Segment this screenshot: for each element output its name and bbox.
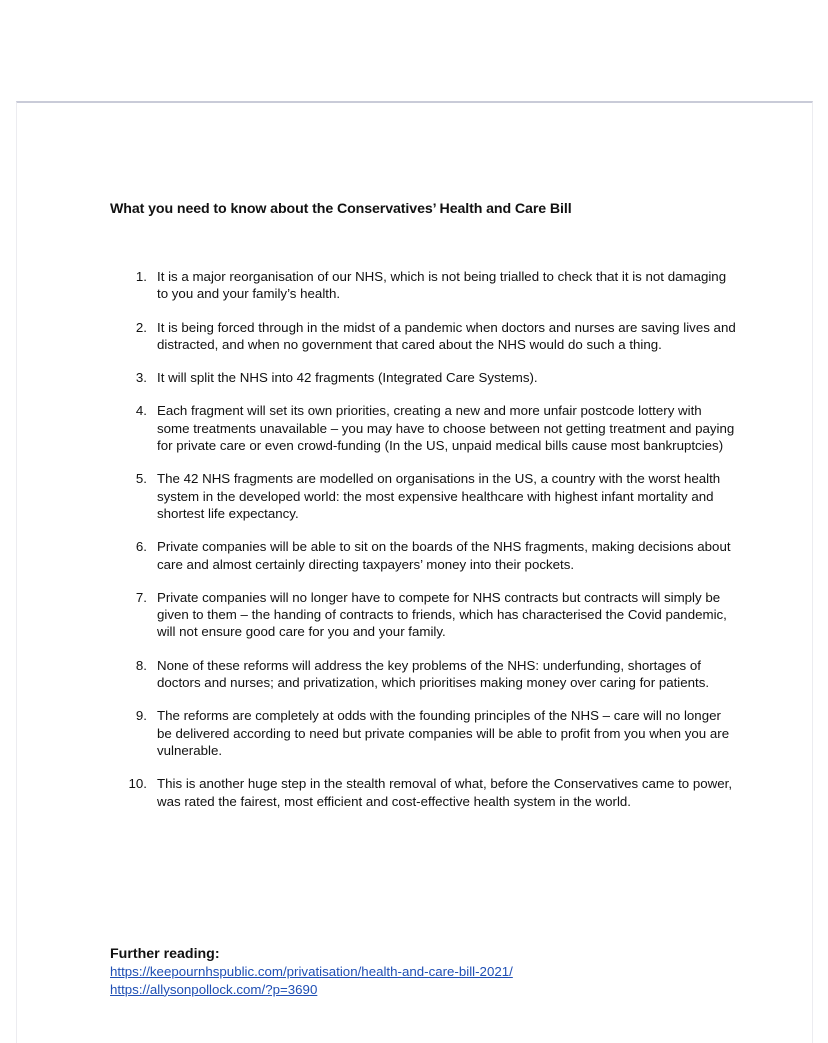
list-item-number: 1. xyxy=(135,269,147,284)
list-item xyxy=(117,589,737,641)
list-item xyxy=(117,369,737,386)
list-item-number: 9. xyxy=(135,708,147,724)
list-item-number: 6. xyxy=(135,539,147,555)
allysonpollock-link[interactable]: https://allysonpollock.com/?p=3690 xyxy=(110,981,318,997)
document-page xyxy=(16,101,813,1043)
further-reading-section xyxy=(110,945,513,998)
list-item-number: 10. xyxy=(128,776,147,792)
list-item xyxy=(117,707,737,759)
further-reading-heading: Further reading: xyxy=(110,946,220,962)
list-item-number: 4. xyxy=(135,403,147,419)
list-item-text: Each fragment will set its own priorities, creating a new and more unfair postcode lottery with some treatments unavailable – you may have to choose between not getting treatment and paying for private care or even crowd-funding (In the US, unpaid medical bills cause most bankruptcies) xyxy=(157,403,735,454)
list-item-text: The reforms are completely at odds with the founding principles of the NHS – care will no longer be delivered according to need but private companies will be able to profit from you when you are vulnerable. xyxy=(157,708,730,758)
list-item xyxy=(117,538,737,573)
bill-points-list xyxy=(117,268,737,826)
list-item-text: It is a major reorganisation of our NHS, which is not being trialled to check that it is not damaging to you and your family’s health. xyxy=(157,269,727,302)
list-item-text: This is another huge step in the stealth removal of what, before the Conservatives came to power, was rated the fairest, most efficient and cost-effective health system in the world. xyxy=(157,776,733,809)
list-item-text: Private companies will no longer have to compete for NHS contracts but contracts will simply be given to them – the handing of contracts to friends, which has characterised the Covid pandemic, will not ensure good care for you and your family. xyxy=(157,589,727,640)
list-item xyxy=(117,470,737,522)
list-item-text: The 42 NHS fragments are modelled on organisations in the US, a country with the worst health system in the developed world: the most expensive healthcare with highest infant mortality and shortest life expectancy. xyxy=(157,471,721,521)
list-item-text: It will split the NHS into 42 fragments (Integrated Care Systems). xyxy=(157,370,538,386)
keepournhspublic-link[interactable]: https://keepournhspublic.com/privatisation/health-and-care-bill-2021/ xyxy=(110,964,513,979)
list-item-text: Private companies will be able to sit on the boards of the NHS fragments, making decisions about care and almost certainly directing taxpayers’ money into their pockets. xyxy=(157,539,731,572)
list-item-number: 3. xyxy=(135,370,147,386)
list-item-number: 2. xyxy=(135,319,147,335)
list-item xyxy=(117,319,737,354)
list-item xyxy=(117,268,737,303)
list-item-number: 5. xyxy=(135,471,147,487)
list-item-number: 8. xyxy=(135,657,147,673)
list-item-number: 7. xyxy=(135,589,147,605)
document-title: What you need to know about the Conservatives’ Health and Care Bill xyxy=(110,201,572,217)
list-item xyxy=(117,657,737,692)
list-item-text: It is being forced through in the midst of a pandemic when doctors and nurses are saving lives and distracted, and when no government that cared about the NHS would do such a thing. xyxy=(157,319,736,352)
list-item-text: None of these reforms will address the key problems of the NHS: underfunding, shortages of doctors and nurses; and privatization, which prioritises making money over caring for patients. xyxy=(157,657,710,691)
list-item xyxy=(117,402,737,454)
list-item xyxy=(117,775,737,810)
